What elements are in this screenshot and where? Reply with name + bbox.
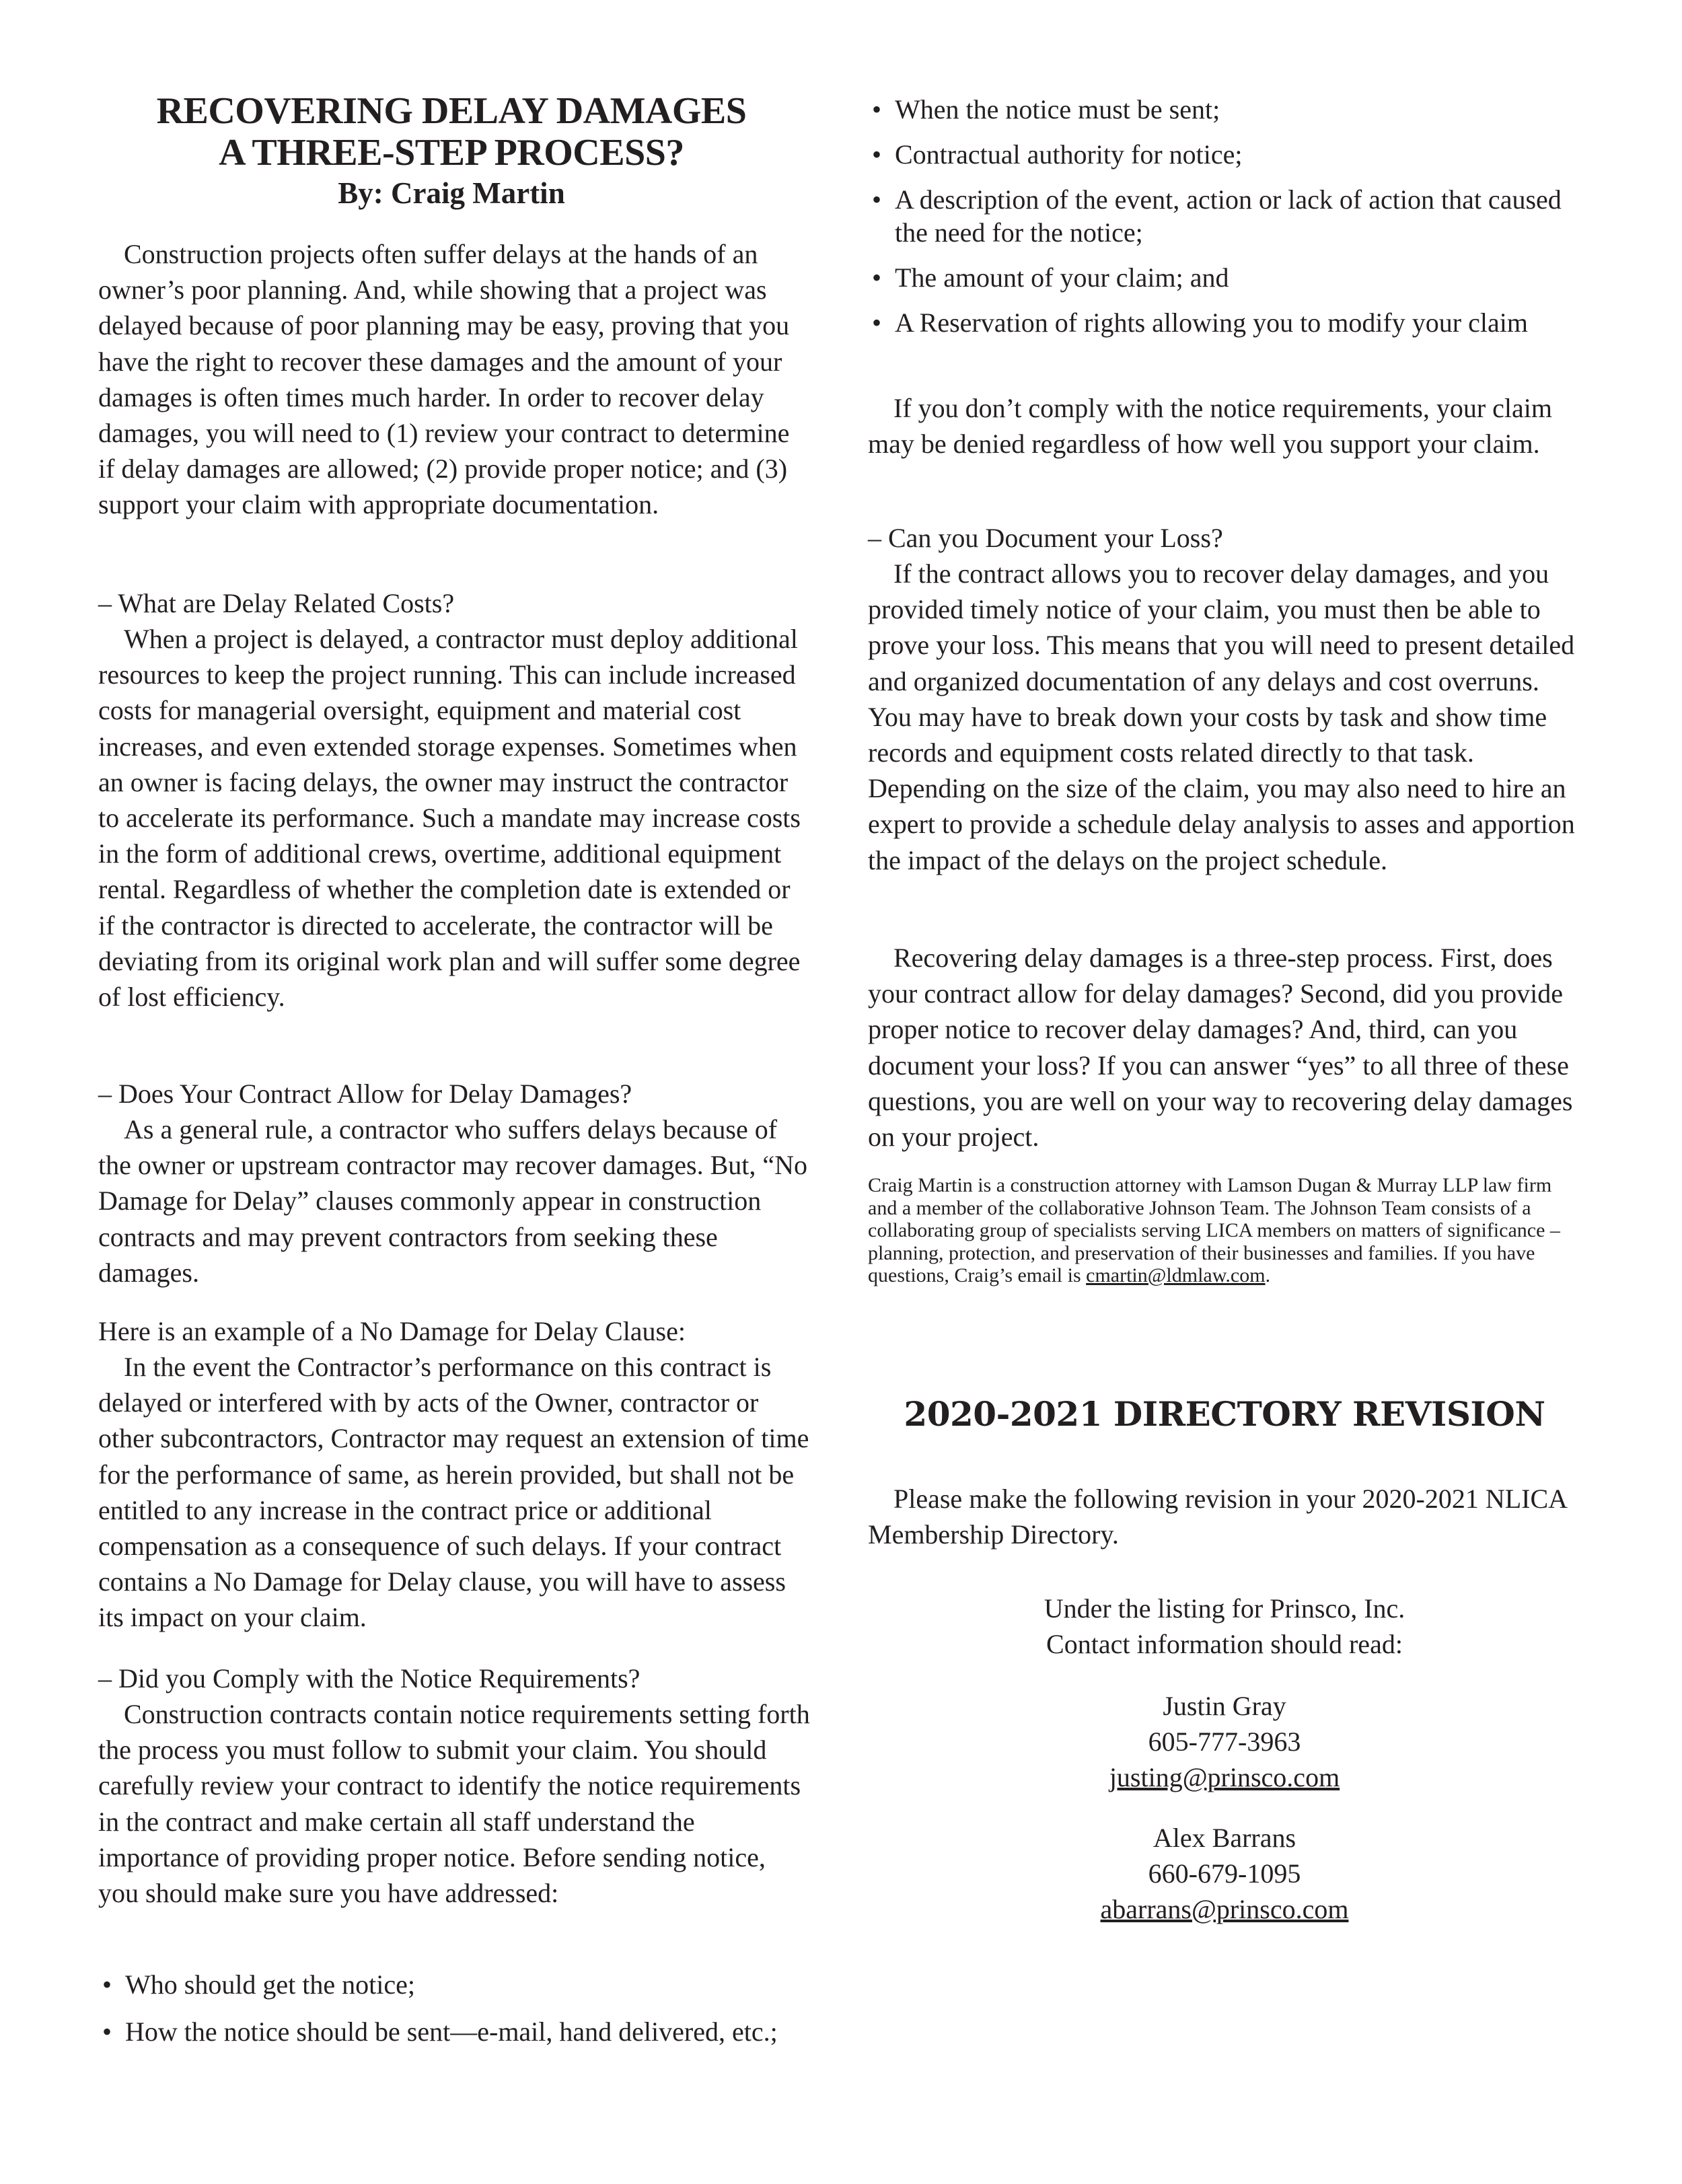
author-bio bbox=[868, 1174, 1581, 1287]
contact-name: Alex Barrans bbox=[1153, 1823, 1296, 1853]
contact-phone: 660-679-1095 bbox=[1148, 1858, 1301, 1889]
list-item: • The amount of your claim; and bbox=[868, 261, 1581, 294]
notice-checklist-right bbox=[868, 93, 1581, 339]
example-clause-body: In the event the Contractor’s performance on this contract is delayed or interfered with by acts of the Owner, contractor or other subcontractors, Contractor may request an extension of time for the performance of same, as herein provided, but shall not be entitled to any increase in the contract price or additional compensation as a consequence of such delays. If your contract contains a No Damage for Delay clause, you will have to assess its impact on your claim. bbox=[98, 1352, 809, 1633]
directory-listing-line-1: Under the listing for Prinsco, Inc. bbox=[1044, 1593, 1405, 1624]
contact-name: Justin Gray bbox=[1163, 1691, 1286, 1721]
contact-phone: 605-777-3963 bbox=[1148, 1726, 1301, 1757]
section-heading-document-loss: – Can you Document your Loss? bbox=[868, 523, 1223, 553]
example-clause-heading: Here is an example of a No Damage for Delay Clause: bbox=[98, 1316, 686, 1346]
list-item: • A description of the event, action or lack of action that caused the need for the notice; bbox=[868, 183, 1581, 249]
directory-listing-line-2: Contact information should read: bbox=[1046, 1629, 1403, 1659]
list-item: • How the notice should be sent—e-mail, hand delivered, etc.; bbox=[98, 2015, 811, 2048]
contact-card-justin-gray bbox=[868, 1688, 1581, 1795]
article-title-line-2: A THREE-STEP PROCESS? bbox=[219, 132, 684, 174]
list-item: • Contractual authority for notice; bbox=[868, 138, 1581, 171]
author-email-link[interactable]: cmartin@ldmlaw.com bbox=[1086, 1264, 1266, 1286]
notice-checklist-left bbox=[98, 1968, 811, 2048]
article-byline: By: Craig Martin bbox=[338, 176, 565, 210]
contact-card-alex-barrans bbox=[868, 1820, 1581, 1927]
list-item: • When the notice must be sent; bbox=[868, 93, 1581, 126]
section-body-delay-costs: When a project is delayed, a contractor must deploy additional resources to keep the project running. This can include increased costs for managerial oversight, equipment and material cost increases, and even extended storage expenses. Sometimes when an owner is facing delays, the owner may instruct the contractor to accelerate its performance. Such a mandate may increase costs in the form of additional crews, overtime, additional equipment rental. Regardless of whether the completion date is extended or if the contractor is directed to accelerate, the contractor will be deviating from its original work plan and will suffer some degree of lost efficiency. bbox=[98, 624, 801, 1013]
contact-email-link[interactable]: justing@prinsco.com bbox=[1109, 1762, 1340, 1792]
section-heading-delay-costs: – What are Delay Related Costs? bbox=[98, 588, 455, 618]
section-body-document-loss: If the contract allows you to recover delay damages, and you provided timely notice of your claim, you must then be able to prove your loss. This means that you will need to present detailed and organized documentation of any delays and cost overruns. You may have to break down your costs by task and show time records and equipment costs related directly to that task. Depending on the size of the claim, you may also need to hire an expert to provide a schedule delay analysis to asses and apportion the impact of the delays on the project schedule. bbox=[868, 558, 1575, 875]
article-title bbox=[98, 90, 805, 174]
author-bio-end: . bbox=[1265, 1264, 1271, 1286]
article-intro: Construction projects often suffer delays at the hands of an owner’s poor planning. And, while showing that a project was delayed because of poor planning may be easy, proving that you have the right to recover these damages and the amount of your damages is often times much harder. In order to recover delay damages, you will need to (1) review your contract to determine if delay damages are allowed; (2) provide proper notice; and (3) support your claim with appropriate documentation. bbox=[98, 239, 790, 520]
article-title-line-1: RECOVERING DELAY DAMAGES bbox=[156, 90, 747, 132]
section-body-contract-allow: As a general rule, a contractor who suffers delays because of the owner or upstream contractor may recover damages. But, “No Damage for Delay” clauses commonly appear in construction contracts and may prevent contractors from seeking these damages. bbox=[98, 1114, 808, 1288]
author-bio-text: Craig Martin is a construction attorney with Lamson Dugan & Murray LLP law firm and a member of the collaborative Johnson Team. The Johnson Team consists of a collaborating group of specialists serving LICA members on matters of significance – planning, protection, and preservation of their businesses and families. If you have questions, Craig’s email is bbox=[868, 1174, 1560, 1286]
section-heading-notice: – Did you Comply with the Notice Requirements? bbox=[98, 1663, 641, 1694]
section-body-notice: Construction contracts contain notice requirements setting forth the process you must follow to submit your claim. You should carefully review your contract to identify the notice requirements in the contract and make certain all staff understand the importance of providing proper notice. Before sending notice, you should make sure you have addressed: bbox=[98, 1699, 810, 1909]
directory-listing-note bbox=[868, 1591, 1581, 1662]
directory-intro: Please make the following revision in your 2020-2021 NLICA Membership Directory. bbox=[868, 1484, 1566, 1550]
article-conclusion: Recovering delay damages is a three-step process. First, does your contract allow for delay damages? Second, did you provide proper notice to recover delay damages? And, third, can you document your loss? If you can answer “yes” to all three of these questions, you are well on your way to recovering delay damages on your project. bbox=[868, 943, 1573, 1153]
notice-warning: If you don’t comply with the notice requirements, your claim may be denied regardless of how well you support your claim. bbox=[868, 393, 1553, 460]
list-item: • Who should get the notice; bbox=[98, 1968, 811, 2001]
contact-email-link[interactable]: abarrans@prinsco.com bbox=[1100, 1894, 1349, 1924]
section-heading-contract-allow: – Does Your Contract Allow for Delay Damages? bbox=[98, 1079, 632, 1109]
directory-revision-title: 2020-2021 DIRECTORY REVISION bbox=[904, 1394, 1545, 1434]
list-item: • A Reservation of rights allowing you to modify your claim bbox=[868, 306, 1581, 339]
